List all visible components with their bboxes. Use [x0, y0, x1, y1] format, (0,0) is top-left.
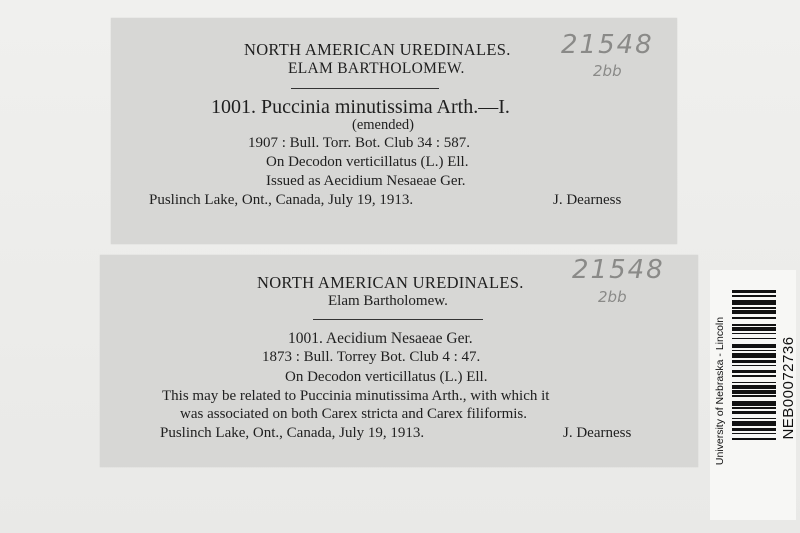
barcode-stripe	[732, 428, 776, 431]
barcode-stripe	[732, 418, 776, 420]
barcode-bars	[732, 290, 776, 486]
barcode-stripe	[732, 411, 776, 414]
barcode-stripe	[732, 307, 776, 309]
barcode-stripe	[732, 290, 776, 293]
host: On Decodon verticillatus (L.) Ell.	[285, 369, 488, 385]
barcode-stripe	[732, 438, 776, 440]
barcode-stripe	[732, 295, 776, 297]
barcode-stripe	[732, 365, 776, 367]
barcode-stripe	[732, 382, 776, 384]
handwritten-accession-number: 21548	[572, 255, 665, 285]
barcode-stripe	[732, 344, 776, 347]
remark-line-1: This may be related to Puccinia minutissima Arth., with which it	[162, 388, 550, 404]
barcode-stripe	[732, 324, 776, 326]
editor-name: ELAM BARTHOLOMEW.	[288, 60, 465, 77]
series-title: NORTH AMERICAN UREDINALES.	[244, 40, 511, 59]
emended-note: (emended)	[352, 117, 414, 133]
host: On Decodon verticillatus (L.) Ell.	[266, 154, 469, 170]
barcode-stripe	[732, 310, 776, 313]
divider-line	[291, 88, 439, 89]
barcode-stripe	[732, 407, 776, 409]
collector: J. Dearness	[553, 192, 622, 208]
handwritten-note: 2bb	[598, 288, 627, 306]
barcode-label	[710, 270, 796, 520]
barcode-stripe	[732, 300, 776, 305]
barcode-stripe	[732, 390, 776, 393]
barcode-stripe	[732, 350, 776, 352]
species-title: 1001. Aecidium Nesaeae Ger.	[288, 330, 473, 347]
barcode-number: NEB00072736	[780, 336, 797, 440]
barcode-stripe	[732, 370, 776, 373]
species-title: 1001. Puccinia minutissima Arth.—I.	[211, 96, 510, 118]
divider-line	[313, 319, 483, 320]
barcode-stripe	[732, 338, 776, 340]
barcode-stripe	[732, 317, 776, 319]
handwritten-note: 2bb	[593, 62, 622, 80]
citation: 1907 : Bull. Torr. Bot. Club 34 : 587.	[248, 135, 471, 151]
citation: 1873 : Bull. Torrey Bot. Club 4 : 47.	[262, 349, 481, 365]
specimen-label-top	[111, 18, 677, 244]
issued-as: Issued as Aecidium Nesaeae Ger.	[266, 173, 466, 189]
barcode-stripe	[732, 421, 776, 426]
barcode-stripe	[732, 433, 776, 435]
barcode-stripe	[732, 385, 776, 388]
barcode-stripe	[732, 360, 776, 363]
handwritten-accession-number: 21548	[561, 30, 654, 60]
series-title: NORTH AMERICAN UREDINALES.	[257, 273, 524, 292]
institution-name: University of Nebraska - Lincoln	[714, 316, 726, 466]
locality: Puslinch Lake, Ont., Canada, July 19, 1913.	[149, 192, 414, 208]
remark-line-2: was associated on both Carex stricta and Carex filiformis.	[180, 406, 527, 422]
barcode-stripe	[732, 375, 776, 377]
locality: Puslinch Lake, Ont., Canada, July 19, 1913.	[160, 425, 425, 441]
barcode-stripe	[732, 353, 776, 358]
barcode-stripe	[732, 327, 776, 330]
barcode-stripe	[732, 401, 776, 406]
barcode-stripe	[732, 333, 776, 335]
collector: J. Dearness	[563, 425, 632, 441]
editor-name: Elam Bartholomew.	[328, 293, 448, 309]
barcode-stripe	[732, 395, 776, 397]
specimen-label-bottom	[100, 255, 698, 467]
